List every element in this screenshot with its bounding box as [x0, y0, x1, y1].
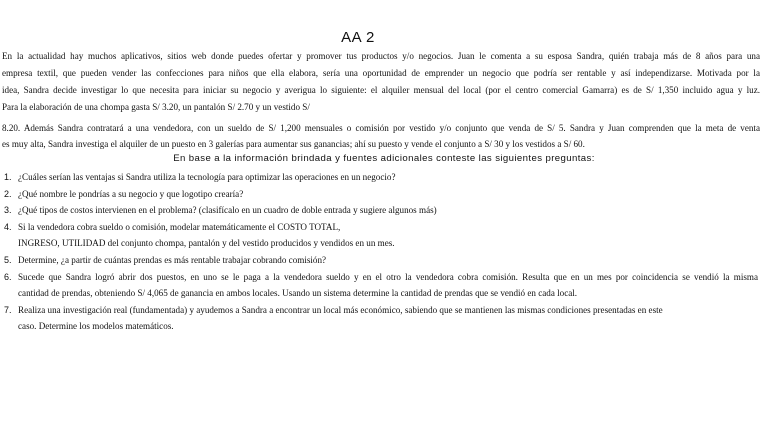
- question-text: ¿Cuáles serían las ventajas si Sandra utiliza la tecnología para optimizar las operaciones en un negocio?: [18, 172, 396, 182]
- intro-line-2: empresa textil, que pueden vender las confecciones para niños que ella elabora, sería una oportunidad de emprender un negocio que podría ser rentable y así independizarse. Motivada por la: [2, 68, 760, 78]
- question-item-6: [0, 269, 768, 302]
- question-number: 5.: [4, 254, 12, 265]
- question-text: ¿Qué tipos de costos intervienen en el problema? (clasifícalo en un cuadro de doble entrada y sugiere algunos más): [18, 205, 437, 216]
- question-item-3: [0, 202, 768, 219]
- intro-line-4: Para la elaboración de una chompa gasta S/ 3.20, un pantalón S/ 2.70 y un vestido S/: [2, 102, 310, 112]
- intro-line-3: idea, Sandra decide investigar lo que necesita para iniciar su negocio y averigua lo siguiente: el alquiler mensual del local (por el centro comercial Gamarra) es de S/ 1,350 incluido agua y luz.: [2, 85, 760, 95]
- instruction-line: En base a la información brindada y fuentes adicionales conteste las siguientes preguntas:: [173, 153, 595, 164]
- question-item-1: [0, 169, 768, 186]
- question-text-continued: cantidad de prendas, obteniendo S/ 4,065 de ganancia en ambos locales. Usando un sistema determine la cantidad de prendas que se vendió en cada local.: [18, 288, 578, 299]
- question-text: Realiza una investigación real (fundamentada) y ayudemos a Sandra a encontrar un local más económico, sabiendo que se mantienen las mismas condiciones presentadas en este: [18, 304, 663, 315]
- question-item-7: [0, 302, 768, 335]
- question-number: 1.: [4, 172, 12, 182]
- question-text: ¿Qué nombre le pondrías a su negocio y que logotipo crearía?: [18, 188, 244, 199]
- second-para-line-2: es muy alta, Sandra investiga el alquiler de un puesto en 3 galerías para aumentar sus ganancias; ahí su puesto y vende el conjunto a S/ 30 y los vestidos a S/ 60.: [2, 139, 585, 149]
- question-item-2: [0, 186, 768, 203]
- question-text: Determine, ¿a partir de cuántas prendas es más rentable trabajar cobrando comisión?: [18, 254, 327, 265]
- question-item-5: [0, 252, 768, 269]
- question-list: [0, 169, 768, 335]
- intro-line-1: En la actualidad hay muchos aplicativos, sitios web donde puedes ofertar y promover tus productos y/o negocios. Juan le comenta a su esposa Sandra, quién trabaja más de 8 años para una: [2, 51, 760, 61]
- question-text-continued: caso. Determine los modelos matemáticos.: [18, 321, 174, 332]
- question-number: 2.: [4, 188, 12, 199]
- second-para-line-1: 8.20. Además Sandra contratará a una vendedora, con un sueldo de S/ 1,200 mensuales o comisión por vestido y/o conjunto que venda de S/ 5. Sandra y Juan comprenden que la meta de venta: [2, 123, 760, 133]
- question-number: 3.: [4, 205, 12, 216]
- question-text-continued: INGRESO, UTILIDAD del conjunto chompa, pantalón y del vestido producidos y vendidos en un mes.: [18, 238, 395, 249]
- question-number: 7.: [4, 304, 12, 315]
- question-number: 4.: [4, 221, 12, 232]
- document-title: AA 2: [341, 29, 375, 46]
- question-text: Sucede que Sandra logró abrir dos puestos, en uno se le paga a la vendedora sueldo y en el otro la vendedora cobra comisión. Resulta que en un mes por coincidencia se vendió la misma: [18, 271, 758, 282]
- question-number: 6.: [4, 271, 12, 282]
- question-item-4: [0, 219, 768, 252]
- question-text: Si la vendedora cobra sueldo o comisión, modelar matemáticamente el COSTO TOTAL,: [18, 221, 341, 232]
